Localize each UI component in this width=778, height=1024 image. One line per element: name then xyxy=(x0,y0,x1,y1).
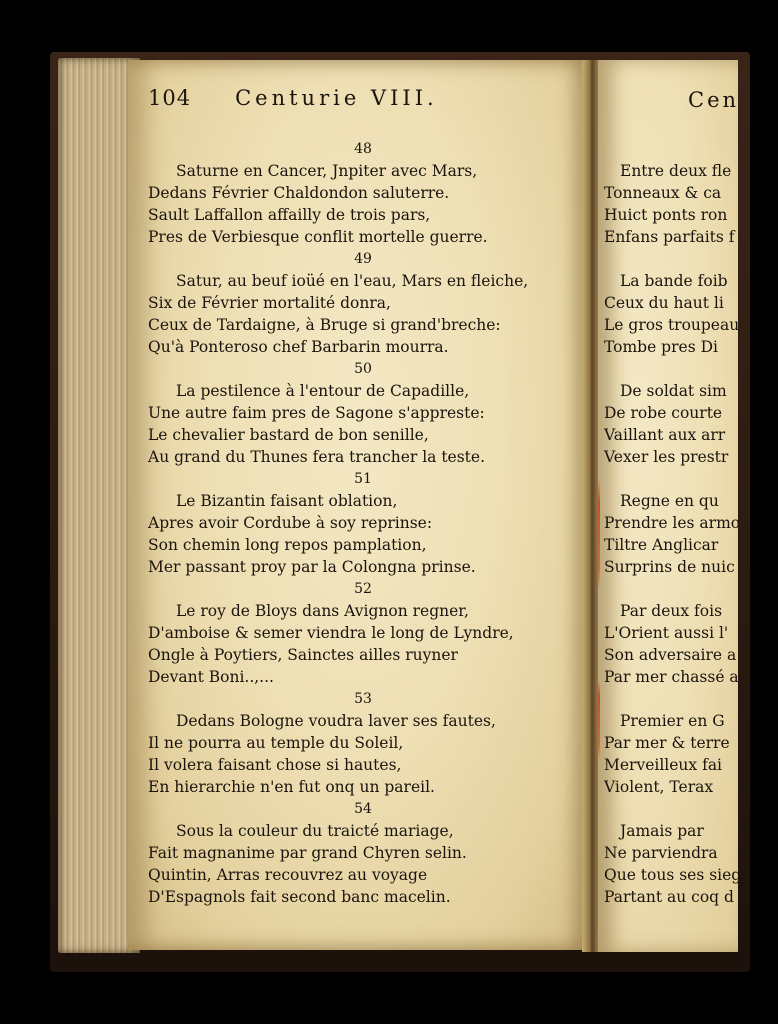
verse-line-fragment: Son adversaire a xyxy=(604,646,737,664)
verse-line: Le roy de Bloys dans Avignon regner, xyxy=(176,602,469,620)
verse-line: Au grand du Thunes fera trancher la teste. xyxy=(148,448,486,466)
verse-line: En hierarchie n'en fut onq un pareil. xyxy=(148,778,435,796)
verse-line: D'amboise & semer viendra le long de Lyndre, xyxy=(148,624,514,642)
quatrain-number: 48 xyxy=(354,141,372,157)
verse-line: Le Bizantin faisant oblation, xyxy=(176,492,398,510)
verse-line-fragment: Vexer les prestr xyxy=(604,448,729,466)
verse-line-fragment: Merveilleux fai xyxy=(604,756,723,774)
verse-line: Satur, au beuf ioüé en l'eau, Mars en fleiche, xyxy=(176,272,529,290)
verse-line-fragment: Surprins de nuic xyxy=(604,558,735,576)
verse-line-fragment: De robe courte xyxy=(604,404,723,422)
verse-line-fragment: Vaillant aux arr xyxy=(604,426,726,444)
running-head: Centurie VIII. xyxy=(235,86,438,110)
verse-line-fragment: Par mer & terre xyxy=(604,734,730,752)
verse-line-fragment: L'Orient aussi l' xyxy=(604,624,729,642)
right-page-text xyxy=(604,160,741,908)
verse-line: Sault Laffallon affailly de trois pars, xyxy=(148,206,431,224)
page-number: 104 xyxy=(148,86,192,110)
verse-line: Pres de Verbiesque conflit mortelle guerre. xyxy=(148,228,488,246)
verse-line-fragment: Jamais par xyxy=(620,822,704,840)
stanza-gap xyxy=(604,578,741,600)
stanza-gap xyxy=(604,798,741,820)
quatrain-number: 49 xyxy=(354,251,372,267)
verse-line: Apres avoir Cordube à soy reprinse: xyxy=(148,514,433,532)
verse-line: Ongle à Poytiers, Sainctes ailles ruyner xyxy=(148,646,458,664)
verse-line-fragment: Tiltre Anglicar xyxy=(604,536,719,554)
verse-line-fragment: Premier en G xyxy=(620,712,725,730)
verse-line: D'Espagnols fait second banc macelin. xyxy=(148,888,451,906)
verse-line: Quintin, Arras recouvrez au voyage xyxy=(148,866,428,884)
verse-line-fragment: Enfans parfaits f xyxy=(604,228,735,246)
quatrain-number: 54 xyxy=(354,801,372,817)
quatrain-number: 52 xyxy=(354,581,372,597)
verse-line-fragment: De soldat sim xyxy=(620,382,727,400)
verse-line-fragment: Prendre les armo xyxy=(604,514,741,532)
verse-line-fragment: Partant au coq d xyxy=(604,888,734,906)
left-page-header xyxy=(148,86,438,110)
verse-line: Le chevalier bastard de bon senille, xyxy=(148,426,429,444)
verse-line: Une autre faim pres de Sagone s'appreste: xyxy=(148,404,485,422)
verse-line-fragment: Que tous ses sieg xyxy=(604,866,742,884)
stanza-gap xyxy=(604,468,741,490)
verse-line: Dedans Février Chaldondon saluterre. xyxy=(148,184,450,202)
quatrain-number: 53 xyxy=(354,691,372,707)
verse-line-fragment: Tombe pres Di xyxy=(604,338,718,356)
verse-line-fragment: Ne parviendra xyxy=(604,844,718,862)
stanza-gap xyxy=(604,688,741,710)
red-stain xyxy=(598,680,600,760)
verse-line: Mer passant proy par la Colongna prinse. xyxy=(148,558,476,576)
verse-line-fragment: Par deux fois xyxy=(620,602,723,620)
verse-line: Il ne pourra au temple du Soleil, xyxy=(148,734,404,752)
verse-line: Dedans Bologne voudra laver ses fautes, xyxy=(176,712,496,730)
quatrain-number: 51 xyxy=(354,471,372,487)
verse-line-fragment: Regne en qu xyxy=(620,492,719,510)
verse-line-fragment: Tonneaux & ca xyxy=(604,184,722,202)
verse-line-fragment: Par mer chassé a xyxy=(604,668,739,686)
verse-line: Il volera faisant chose si hautes, xyxy=(148,756,402,774)
verse-line: Ceux de Tardaigne, à Bruge si grand'breche: xyxy=(148,316,501,334)
red-stain xyxy=(598,480,600,590)
stanza-gap xyxy=(604,248,741,270)
verse-line-fragment: Ceux du haut li xyxy=(604,294,724,312)
verse-line-fragment: Huict ponts ron xyxy=(604,206,728,224)
verse-line-fragment: La bande foib xyxy=(620,272,728,290)
stanza-gap xyxy=(604,358,741,380)
verse-line: Son chemin long repos pamplation, xyxy=(148,536,427,554)
verse-line: Qu'à Ponteroso chef Barbarin mourra. xyxy=(148,338,449,356)
verse-line: Devant Boni..,... xyxy=(148,668,274,686)
left-page-text xyxy=(148,138,578,908)
verse-line: Fait magnanime par grand Chyren selin. xyxy=(148,844,467,862)
verse-line-fragment: Le gros troupeau xyxy=(604,316,740,334)
verse-line-fragment: Violent, Terax xyxy=(604,778,714,796)
quatrain-number: 50 xyxy=(354,361,372,377)
verse-line: Six de Février mortalité donra, xyxy=(148,294,391,312)
verse-line: La pestilence à l'entour de Capadille, xyxy=(176,382,470,400)
verse-line: Sous la couleur du traicté mariage, xyxy=(176,822,454,840)
right-page-header: Cen xyxy=(688,88,740,112)
verse-line: Saturne en Cancer, Jnpiter avec Mars, xyxy=(176,162,478,180)
verse-line-fragment: Entre deux fle xyxy=(620,162,732,180)
